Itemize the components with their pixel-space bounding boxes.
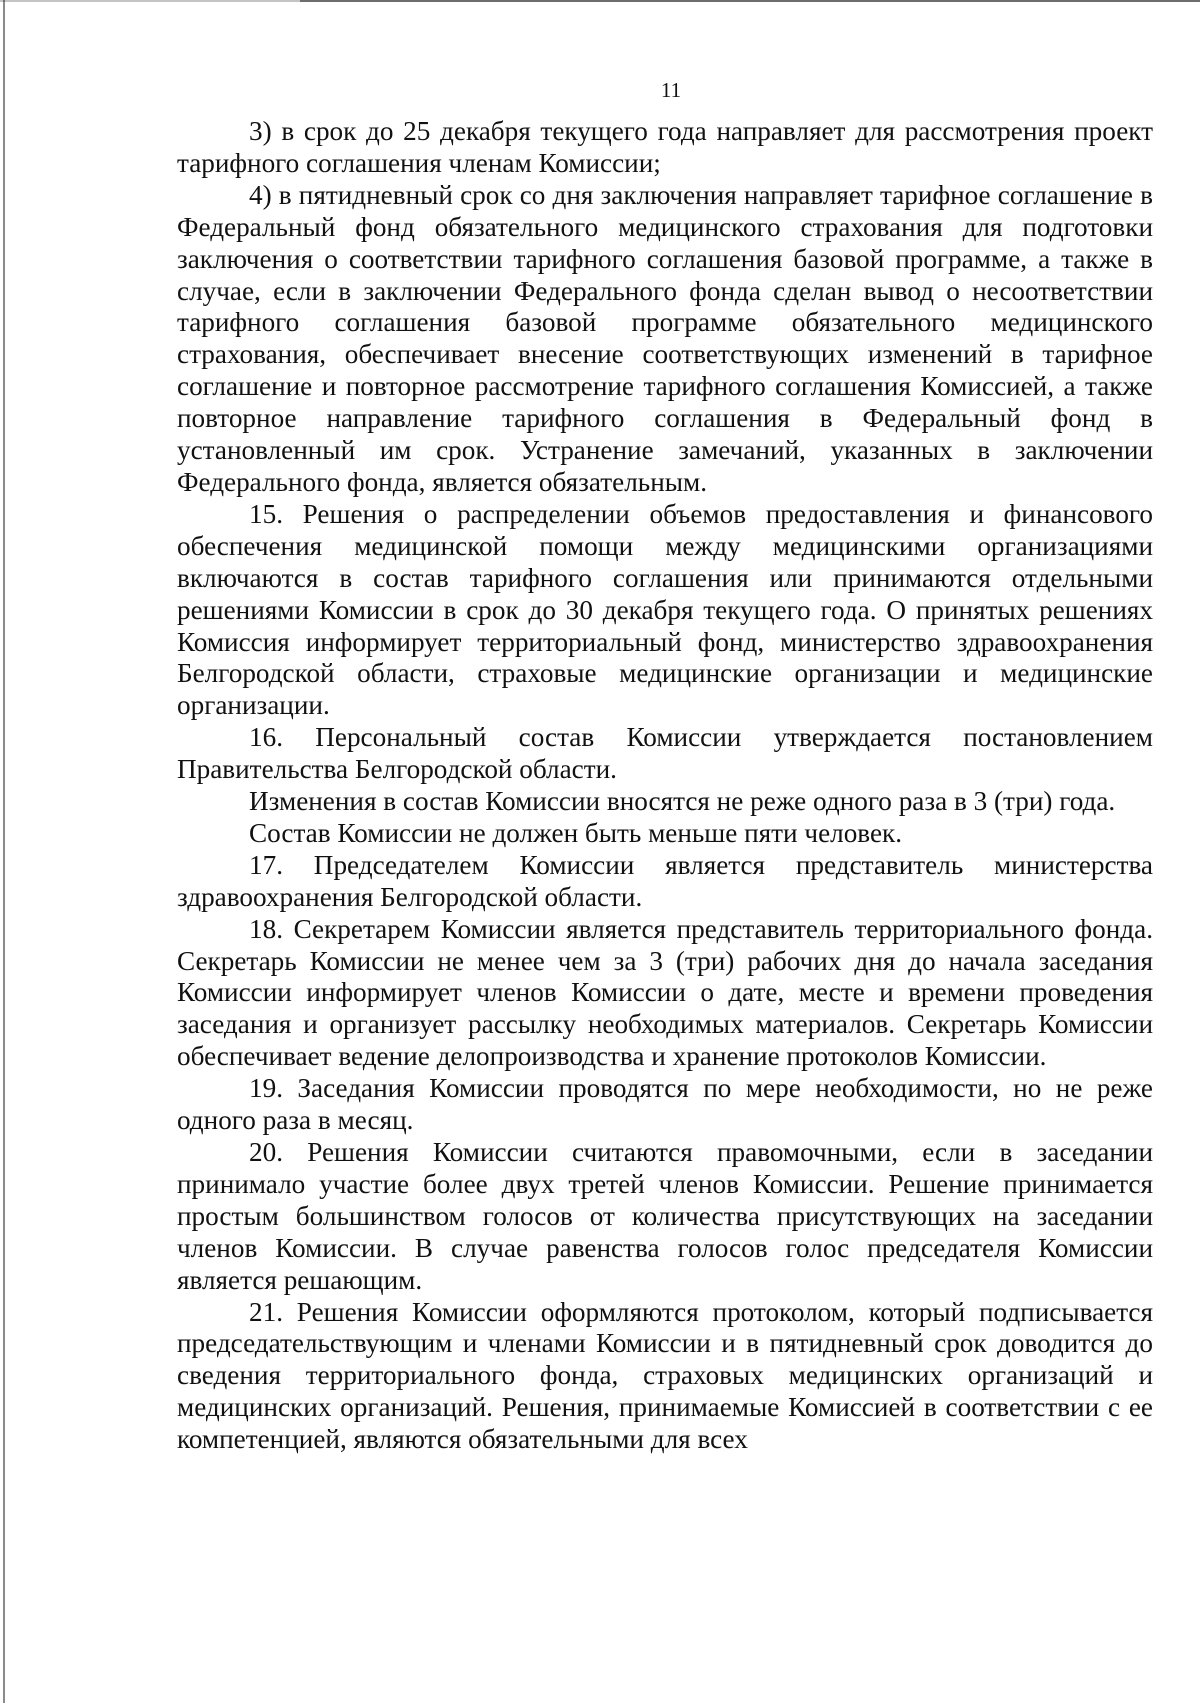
paragraph-item-4: 4) в пятидневный срок со дня заключения направляет тарифное соглашение в Федеральный фонд обязательного медицинского страхования для подготовки заключения о соответствии тарифного соглашения базовой программе, а также в случае, если в заключении Федерального фонда сделан вывод о несоответствии тарифного соглашения базовой программе обязательного медицинского страхования, обеспечивает внесение соответствующих изменений в тарифное соглашение и повторное рассмотрение тарифного соглашения Комиссией, а также повторное направление тарифного соглашения в Федеральный фонд в установленный им срок. Устранение замечаний, указанных в заключении Федерального фонда, является обязательным. <box>177 179 1153 497</box>
paragraph-19: 19. Заседания Комиссии проводятся по мере необходимости, но не реже одного раза в месяц. <box>177 1073 1153 1136</box>
paragraph-item-3: 3) в срок до 25 декабря текущего года направляет для рассмотрения проект тарифного соглашения членам Комиссии; <box>177 116 1153 178</box>
document-body <box>177 116 1153 1456</box>
paragraph-18: 18. Секретарем Комиссии является представитель территориального фонда. Секретарь Комиссии не менее чем за 3 (три) рабочих дня до начала заседания Комиссии информирует членов Комиссии о дате, месте и времени проведения заседания и организует рассылку необходимых материалов. Секретарь Комиссии обеспечивает ведение делопроизводства и хранение протоколов Комиссии. <box>177 913 1153 1072</box>
paragraph-15: 15. Решения о распределении объемов предоставления и финансового обеспечения медицинской помощи между медицинскими организациями включаются в состав тарифного соглашения или принимаются отдельными решениями Комиссии в срок до 30 декабря текущего года. О принятых решениях Комиссия информирует территориальный фонд, министерство здравоохранения Белгородской области, страховые медицинские организации и медицинские организации. <box>177 498 1153 721</box>
paragraph-16-composition: Состав Комиссии не должен быть меньше пяти человек. <box>249 817 903 848</box>
paragraph-20: 20. Решения Комиссии считаются правомочными, если в заседании принимало участие более двух третей членов Комиссии. Решение принимается простым большинством голосов от количества присутствующих на заседании членов Комиссии. В случае равенства голосов голос председателя Комиссии является решающим. <box>177 1137 1153 1295</box>
document-page <box>177 76 1153 1456</box>
paragraph-17: 17. Председателем Комиссии является представитель министерства здравоохранения Белгородской области. <box>177 849 1153 912</box>
scan-top-edge-dark <box>300 0 1200 2</box>
paragraph-21: 21. Решения Комиссии оформляются протоколом, который подписывается председательствующим и членами Комиссии и в пятидневный срок доводится до сведения территориального фонда, страховых медицинских организаций и медицинских организаций. Решения, принимаемые Комиссией в соответствии с ее компетенцией, являются обязательными для всех <box>177 1296 1153 1455</box>
scan-left-edge <box>3 0 5 1703</box>
page-number: 11 <box>660 78 682 102</box>
paragraph-16-changes: Изменения в состав Комиссии вносятся не реже одного раза в 3 (три) года. <box>249 786 1116 817</box>
paragraph-16: 16. Персональный состав Комиссии утверждается постановлением Правительства Белгородской области. <box>177 722 1153 785</box>
